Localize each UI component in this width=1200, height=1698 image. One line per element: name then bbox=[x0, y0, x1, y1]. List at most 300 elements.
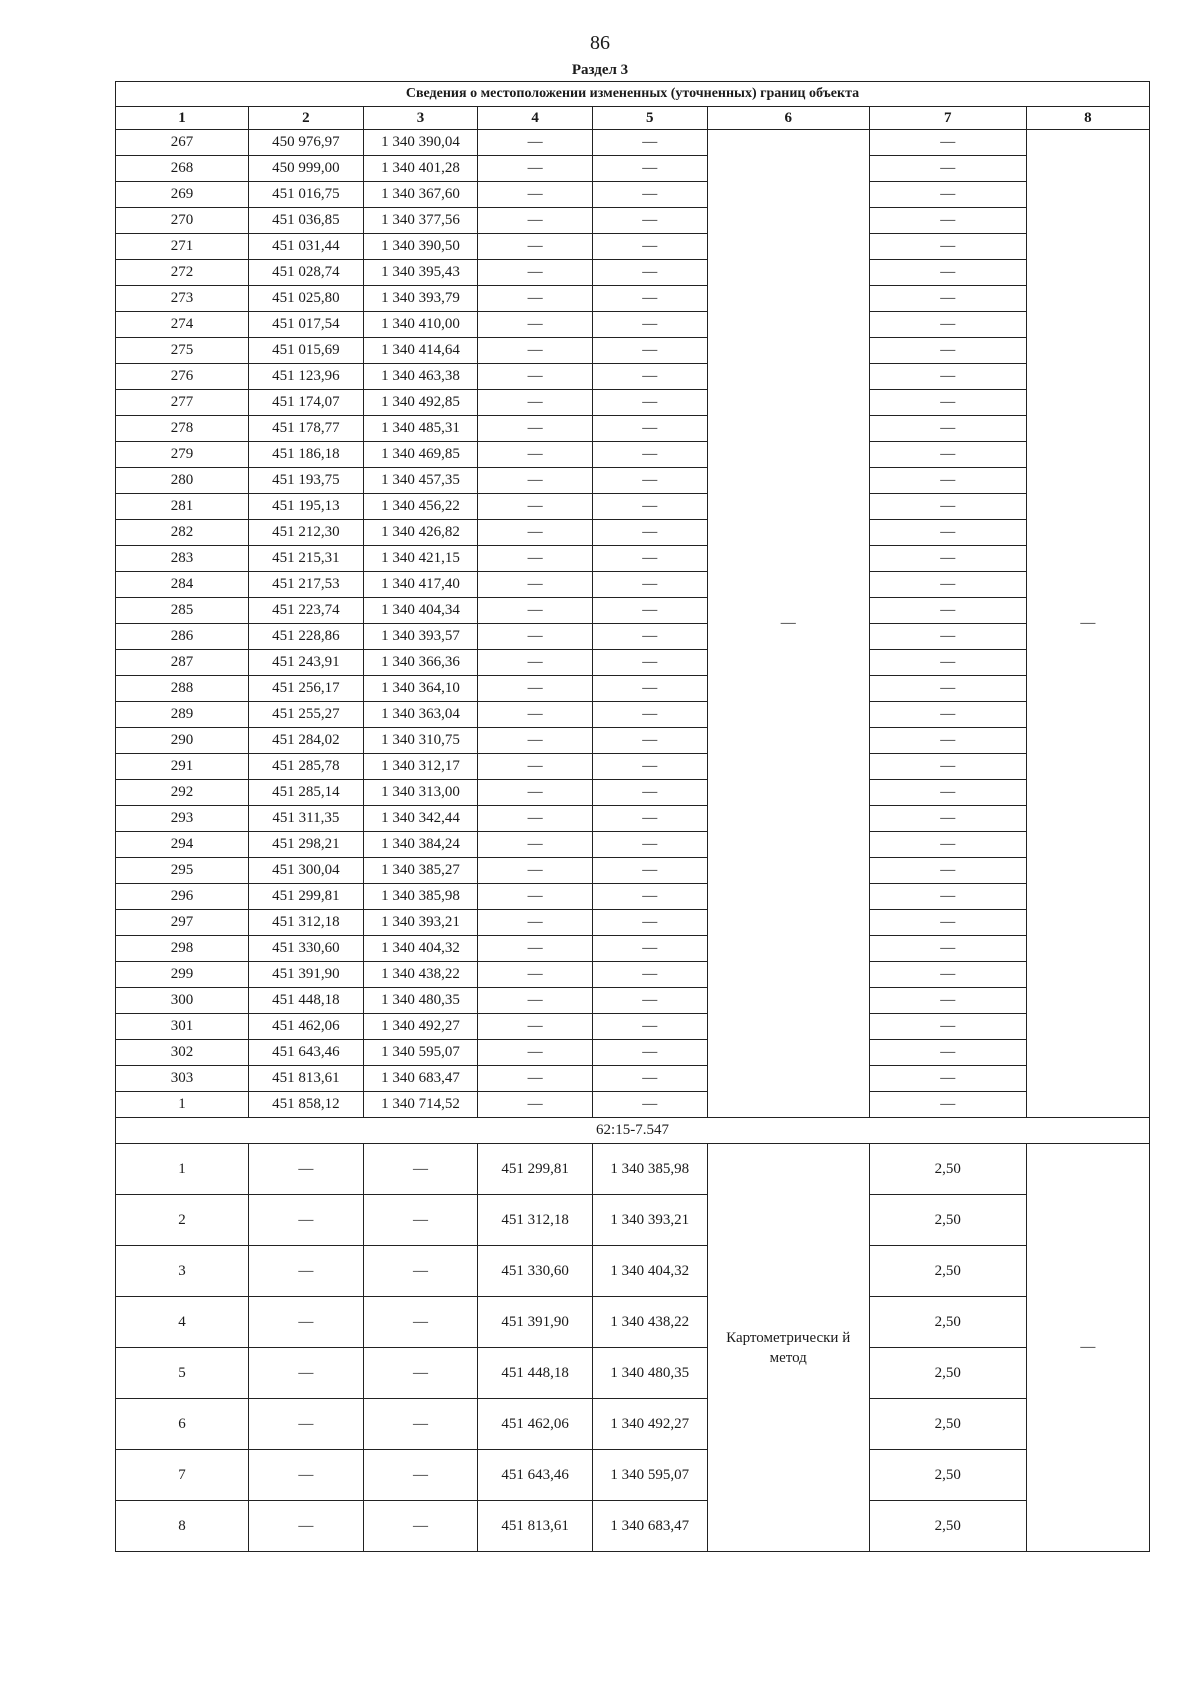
point-number: 297 bbox=[116, 910, 249, 936]
coord-y-new: — bbox=[592, 702, 707, 728]
coord-x-new: — bbox=[478, 1014, 593, 1040]
accuracy-value: — bbox=[869, 468, 1026, 494]
coord-y-new: — bbox=[592, 130, 707, 156]
coord-x-new: — bbox=[478, 832, 593, 858]
coord-y-old: — bbox=[363, 1246, 478, 1297]
coord-x-new: 451 643,46 bbox=[478, 1450, 593, 1501]
coord-y-old: 1 340 421,15 bbox=[363, 546, 478, 572]
coord-y-new: — bbox=[592, 520, 707, 546]
coord-y-old: 1 340 683,47 bbox=[363, 1066, 478, 1092]
coord-y-old: 1 340 492,27 bbox=[363, 1014, 478, 1040]
accuracy-value: — bbox=[869, 1066, 1026, 1092]
table-row bbox=[116, 260, 1150, 286]
accuracy-value: — bbox=[869, 858, 1026, 884]
coord-x-old: 451 448,18 bbox=[249, 988, 364, 1014]
table-row bbox=[116, 806, 1150, 832]
coord-x-new: — bbox=[478, 494, 593, 520]
coord-y-old: 1 340 404,32 bbox=[363, 936, 478, 962]
table-row bbox=[116, 234, 1150, 260]
table-row bbox=[116, 416, 1150, 442]
coord-x-new: — bbox=[478, 1066, 593, 1092]
coord-x-new: — bbox=[478, 182, 593, 208]
coord-x-old: — bbox=[249, 1501, 364, 1552]
coord-x-old: — bbox=[249, 1297, 364, 1348]
table-row bbox=[116, 1195, 1150, 1246]
accuracy-value: — bbox=[869, 390, 1026, 416]
coord-y-new: — bbox=[592, 364, 707, 390]
column-number: 4 bbox=[478, 107, 593, 130]
coord-y-new: — bbox=[592, 598, 707, 624]
coord-y-old: — bbox=[363, 1399, 478, 1450]
accuracy-value: — bbox=[869, 286, 1026, 312]
column-number: 6 bbox=[707, 107, 869, 130]
point-number: 284 bbox=[116, 572, 249, 598]
table-row bbox=[116, 1348, 1150, 1399]
column-number: 1 bbox=[116, 107, 249, 130]
coord-y-new: — bbox=[592, 546, 707, 572]
coord-x-new: 451 462,06 bbox=[478, 1399, 593, 1450]
coord-x-old: 451 243,91 bbox=[249, 650, 364, 676]
coord-y-old: 1 340 366,36 bbox=[363, 650, 478, 676]
accuracy-value: 2,50 bbox=[869, 1399, 1026, 1450]
point-number: 272 bbox=[116, 260, 249, 286]
coord-x-new: — bbox=[478, 624, 593, 650]
coord-y-old: 1 340 426,82 bbox=[363, 520, 478, 546]
coord-y-new: — bbox=[592, 780, 707, 806]
coord-x-new: 451 299,81 bbox=[478, 1144, 593, 1195]
table-row bbox=[116, 832, 1150, 858]
table-row bbox=[116, 910, 1150, 936]
coord-x-new: 451 813,61 bbox=[478, 1501, 593, 1552]
coord-y-new: — bbox=[592, 390, 707, 416]
point-number: 277 bbox=[116, 390, 249, 416]
accuracy-value: — bbox=[869, 416, 1026, 442]
coord-y-old: 1 340 393,21 bbox=[363, 910, 478, 936]
coord-y-old: 1 340 492,85 bbox=[363, 390, 478, 416]
coord-y-old: 1 340 395,43 bbox=[363, 260, 478, 286]
accuracy-value: — bbox=[869, 520, 1026, 546]
coord-x-old: 451 036,85 bbox=[249, 208, 364, 234]
accuracy-value: — bbox=[869, 546, 1026, 572]
coord-y-old: 1 340 363,04 bbox=[363, 702, 478, 728]
coord-x-new: — bbox=[478, 338, 593, 364]
coord-y-old: 1 340 364,10 bbox=[363, 676, 478, 702]
coord-y-new: — bbox=[592, 910, 707, 936]
coord-x-old: 451 462,06 bbox=[249, 1014, 364, 1040]
accuracy-value: — bbox=[869, 364, 1026, 390]
coord-x-old: 451 311,35 bbox=[249, 806, 364, 832]
coord-y-new: — bbox=[592, 1014, 707, 1040]
coord-y-old: 1 340 385,98 bbox=[363, 884, 478, 910]
coord-x-new: — bbox=[478, 312, 593, 338]
coord-x-new: — bbox=[478, 130, 593, 156]
coord-x-new: — bbox=[478, 650, 593, 676]
accuracy-value: — bbox=[869, 182, 1026, 208]
table-row bbox=[116, 858, 1150, 884]
coord-y-new: — bbox=[592, 728, 707, 754]
coord-y-old: 1 340 438,22 bbox=[363, 962, 478, 988]
coord-y-new: — bbox=[592, 338, 707, 364]
point-number: 293 bbox=[116, 806, 249, 832]
coord-x-old: — bbox=[249, 1348, 364, 1399]
coord-x-old: 451 858,12 bbox=[249, 1092, 364, 1118]
accuracy-value: — bbox=[869, 1014, 1026, 1040]
accuracy-value: — bbox=[869, 754, 1026, 780]
boundary-description-cell: — bbox=[1026, 1144, 1149, 1552]
table-caption-row bbox=[116, 82, 1150, 107]
table-row bbox=[116, 936, 1150, 962]
table-row bbox=[116, 546, 1150, 572]
coord-x-new: — bbox=[478, 676, 593, 702]
coord-y-new: — bbox=[592, 936, 707, 962]
table-caption: Сведения о местоположении измененных (уточненных) границ объекта bbox=[116, 82, 1150, 107]
table-row bbox=[116, 442, 1150, 468]
accuracy-value: — bbox=[869, 780, 1026, 806]
coord-x-new: — bbox=[478, 910, 593, 936]
point-number: 275 bbox=[116, 338, 249, 364]
coord-y-new: — bbox=[592, 286, 707, 312]
accuracy-value: — bbox=[869, 806, 1026, 832]
accuracy-value: — bbox=[869, 572, 1026, 598]
point-number: 294 bbox=[116, 832, 249, 858]
object-id-row bbox=[116, 1118, 1150, 1144]
coord-y-old: 1 340 385,27 bbox=[363, 858, 478, 884]
coord-x-new: — bbox=[478, 728, 593, 754]
table-row bbox=[116, 1040, 1150, 1066]
coord-y-old: 1 340 595,07 bbox=[363, 1040, 478, 1066]
table-row bbox=[116, 1501, 1150, 1552]
coord-x-old: 451 217,53 bbox=[249, 572, 364, 598]
accuracy-value: — bbox=[869, 338, 1026, 364]
coord-y-new: 1 340 480,35 bbox=[592, 1348, 707, 1399]
point-number: 292 bbox=[116, 780, 249, 806]
point-number: 270 bbox=[116, 208, 249, 234]
point-number: 276 bbox=[116, 364, 249, 390]
point-number: 2 bbox=[116, 1195, 249, 1246]
coord-x-old: 451 300,04 bbox=[249, 858, 364, 884]
coord-y-old: 1 340 417,40 bbox=[363, 572, 478, 598]
table-row bbox=[116, 1297, 1150, 1348]
table-row bbox=[116, 598, 1150, 624]
table-row bbox=[116, 208, 1150, 234]
table-row bbox=[116, 286, 1150, 312]
point-rows-part2 bbox=[116, 1144, 1150, 1552]
coord-y-old: 1 340 393,79 bbox=[363, 286, 478, 312]
coord-x-old: 451 285,14 bbox=[249, 780, 364, 806]
coord-x-new: — bbox=[478, 988, 593, 1014]
accuracy-value: — bbox=[869, 884, 1026, 910]
table-row bbox=[116, 650, 1150, 676]
coord-x-old: 451 178,77 bbox=[249, 416, 364, 442]
accuracy-value: — bbox=[869, 702, 1026, 728]
accuracy-value: 2,50 bbox=[869, 1246, 1026, 1297]
coord-y-old: — bbox=[363, 1450, 478, 1501]
table-row bbox=[116, 130, 1150, 156]
accuracy-value: — bbox=[869, 312, 1026, 338]
point-number: 273 bbox=[116, 286, 249, 312]
point-number: 1 bbox=[116, 1092, 249, 1118]
coord-y-old: 1 340 390,50 bbox=[363, 234, 478, 260]
coord-x-new: — bbox=[478, 884, 593, 910]
coord-y-new: 1 340 683,47 bbox=[592, 1501, 707, 1552]
point-number: 4 bbox=[116, 1297, 249, 1348]
table-row bbox=[116, 312, 1150, 338]
coord-y-new: — bbox=[592, 156, 707, 182]
coord-x-new: — bbox=[478, 468, 593, 494]
coord-y-new: — bbox=[592, 806, 707, 832]
point-number: 302 bbox=[116, 1040, 249, 1066]
coord-y-old: — bbox=[363, 1297, 478, 1348]
coord-y-new: — bbox=[592, 962, 707, 988]
point-number: 287 bbox=[116, 650, 249, 676]
coord-x-new: — bbox=[478, 416, 593, 442]
coord-y-old: 1 340 414,64 bbox=[363, 338, 478, 364]
point-number: 3 bbox=[116, 1246, 249, 1297]
coord-y-old: — bbox=[363, 1501, 478, 1552]
coord-y-old: 1 340 367,60 bbox=[363, 182, 478, 208]
coord-x-new: — bbox=[478, 156, 593, 182]
accuracy-value: — bbox=[869, 1040, 1026, 1066]
coord-y-old: 1 340 377,56 bbox=[363, 208, 478, 234]
point-number: 289 bbox=[116, 702, 249, 728]
point-number: 299 bbox=[116, 962, 249, 988]
coord-y-old: 1 340 456,22 bbox=[363, 494, 478, 520]
accuracy-value: — bbox=[869, 442, 1026, 468]
coord-x-old: 451 212,30 bbox=[249, 520, 364, 546]
table-row bbox=[116, 520, 1150, 546]
coord-y-old: 1 340 480,35 bbox=[363, 988, 478, 1014]
accuracy-value: 2,50 bbox=[869, 1195, 1026, 1246]
coord-y-old: 1 340 310,75 bbox=[363, 728, 478, 754]
accuracy-value: 2,50 bbox=[869, 1450, 1026, 1501]
point-rows-part1 bbox=[116, 130, 1150, 1118]
coord-x-old: 451 256,17 bbox=[249, 676, 364, 702]
coord-x-old: 451 813,61 bbox=[249, 1066, 364, 1092]
point-number: 303 bbox=[116, 1066, 249, 1092]
table-row bbox=[116, 1399, 1150, 1450]
coord-x-old: 451 016,75 bbox=[249, 182, 364, 208]
coord-y-old: 1 340 342,44 bbox=[363, 806, 478, 832]
point-number: 279 bbox=[116, 442, 249, 468]
coord-y-new: — bbox=[592, 260, 707, 286]
coord-x-new: — bbox=[478, 780, 593, 806]
point-number: 280 bbox=[116, 468, 249, 494]
coord-x-new: — bbox=[478, 754, 593, 780]
coord-x-old: 451 284,02 bbox=[249, 728, 364, 754]
coord-x-new: — bbox=[478, 936, 593, 962]
section-title: Раздел 3 bbox=[571, 62, 629, 78]
table-row bbox=[116, 390, 1150, 416]
coord-y-new: — bbox=[592, 1092, 707, 1118]
accuracy-value: 2,50 bbox=[869, 1144, 1026, 1195]
accuracy-value: — bbox=[869, 156, 1026, 182]
coord-x-new: — bbox=[478, 702, 593, 728]
coord-x-new: 451 312,18 bbox=[478, 1195, 593, 1246]
coord-x-old: 451 255,27 bbox=[249, 702, 364, 728]
object-id: 62:15-7.547 bbox=[116, 1118, 1150, 1144]
coord-x-new: — bbox=[478, 364, 593, 390]
coord-x-new: — bbox=[478, 962, 593, 988]
coord-x-old: — bbox=[249, 1144, 364, 1195]
coord-x-new: — bbox=[478, 858, 593, 884]
determination-method-cell: — bbox=[707, 130, 869, 1118]
table-row bbox=[116, 156, 1150, 182]
table-row bbox=[116, 988, 1150, 1014]
coord-y-new: — bbox=[592, 832, 707, 858]
determination-method-cell: Картометрически й метод bbox=[707, 1144, 869, 1552]
point-number: 285 bbox=[116, 598, 249, 624]
table-row bbox=[116, 494, 1150, 520]
table-row bbox=[116, 1450, 1150, 1501]
accuracy-value: — bbox=[869, 260, 1026, 286]
coord-y-old: — bbox=[363, 1144, 478, 1195]
table-row bbox=[116, 780, 1150, 806]
coord-y-new: — bbox=[592, 416, 707, 442]
coord-y-new: — bbox=[592, 650, 707, 676]
coord-y-new: — bbox=[592, 1040, 707, 1066]
accuracy-value: — bbox=[869, 988, 1026, 1014]
coord-x-old: 451 193,75 bbox=[249, 468, 364, 494]
coord-y-new: — bbox=[592, 468, 707, 494]
accuracy-value: — bbox=[869, 676, 1026, 702]
coord-y-new: 1 340 492,27 bbox=[592, 1399, 707, 1450]
coord-y-old: 1 340 393,57 bbox=[363, 624, 478, 650]
column-number: 5 bbox=[592, 107, 707, 130]
table-row bbox=[116, 754, 1150, 780]
table-row bbox=[116, 364, 1150, 390]
accuracy-value: — bbox=[869, 936, 1026, 962]
accuracy-value: — bbox=[869, 1092, 1026, 1118]
table-row bbox=[116, 962, 1150, 988]
coord-x-new: — bbox=[478, 234, 593, 260]
table-row bbox=[116, 676, 1150, 702]
boundary-coordinates-table bbox=[115, 81, 1150, 1552]
coord-y-new: — bbox=[592, 442, 707, 468]
coord-x-old: 451 312,18 bbox=[249, 910, 364, 936]
accuracy-value: 2,50 bbox=[869, 1297, 1026, 1348]
coord-x-new: 451 448,18 bbox=[478, 1348, 593, 1399]
coord-x-old: 450 999,00 bbox=[249, 156, 364, 182]
coord-y-old: 1 340 401,28 bbox=[363, 156, 478, 182]
coord-y-new: — bbox=[592, 1066, 707, 1092]
point-number: 300 bbox=[116, 988, 249, 1014]
coord-y-new: — bbox=[592, 208, 707, 234]
accuracy-value: — bbox=[869, 910, 1026, 936]
coord-y-old: 1 340 469,85 bbox=[363, 442, 478, 468]
accuracy-value: — bbox=[869, 234, 1026, 260]
coord-y-old: 1 340 457,35 bbox=[363, 468, 478, 494]
coord-y-old: 1 340 390,04 bbox=[363, 130, 478, 156]
page-number: 86 bbox=[590, 32, 610, 54]
coord-x-old: 451 299,81 bbox=[249, 884, 364, 910]
coord-y-old: 1 340 404,34 bbox=[363, 598, 478, 624]
coord-x-old: 451 123,96 bbox=[249, 364, 364, 390]
column-number: 3 bbox=[363, 107, 478, 130]
point-number: 7 bbox=[116, 1450, 249, 1501]
coord-y-old: 1 340 410,00 bbox=[363, 312, 478, 338]
accuracy-value: — bbox=[869, 494, 1026, 520]
coord-y-old: 1 340 714,52 bbox=[363, 1092, 478, 1118]
coord-x-old: 451 186,18 bbox=[249, 442, 364, 468]
coord-y-new: 1 340 438,22 bbox=[592, 1297, 707, 1348]
coord-x-old: — bbox=[249, 1399, 364, 1450]
coord-y-new: — bbox=[592, 676, 707, 702]
column-number: 7 bbox=[869, 107, 1026, 130]
coord-x-old: 450 976,97 bbox=[249, 130, 364, 156]
table-row bbox=[116, 338, 1150, 364]
table-row bbox=[116, 1092, 1150, 1118]
coord-x-old: — bbox=[249, 1450, 364, 1501]
table-row bbox=[116, 1246, 1150, 1297]
table-row bbox=[116, 624, 1150, 650]
point-number: 271 bbox=[116, 234, 249, 260]
coord-x-new: — bbox=[478, 390, 593, 416]
point-number: 278 bbox=[116, 416, 249, 442]
coord-x-old: 451 223,74 bbox=[249, 598, 364, 624]
coord-x-new: — bbox=[478, 806, 593, 832]
coord-x-new: — bbox=[478, 572, 593, 598]
coord-x-old: 451 330,60 bbox=[249, 936, 364, 962]
coord-x-new: — bbox=[478, 208, 593, 234]
coord-x-old: — bbox=[249, 1195, 364, 1246]
coord-x-new: — bbox=[478, 520, 593, 546]
table-row bbox=[116, 1144, 1150, 1195]
point-number: 274 bbox=[116, 312, 249, 338]
table-row bbox=[116, 884, 1150, 910]
accuracy-value: — bbox=[869, 650, 1026, 676]
coord-y-new: 1 340 404,32 bbox=[592, 1246, 707, 1297]
coord-y-old: — bbox=[363, 1348, 478, 1399]
point-number: 6 bbox=[116, 1399, 249, 1450]
table-row bbox=[116, 182, 1150, 208]
point-number: 282 bbox=[116, 520, 249, 546]
coord-y-old: 1 340 384,24 bbox=[363, 832, 478, 858]
point-number: 268 bbox=[116, 156, 249, 182]
coord-y-new: — bbox=[592, 234, 707, 260]
coord-y-old: 1 340 312,17 bbox=[363, 754, 478, 780]
table-row bbox=[116, 572, 1150, 598]
coord-x-old: 451 031,44 bbox=[249, 234, 364, 260]
point-number: 296 bbox=[116, 884, 249, 910]
accuracy-value: — bbox=[869, 962, 1026, 988]
accuracy-value: — bbox=[869, 624, 1026, 650]
table-row bbox=[116, 728, 1150, 754]
point-number: 8 bbox=[116, 1501, 249, 1552]
coord-x-new: 451 391,90 bbox=[478, 1297, 593, 1348]
accuracy-value: — bbox=[869, 130, 1026, 156]
coord-y-new: 1 340 385,98 bbox=[592, 1144, 707, 1195]
coord-y-new: — bbox=[592, 572, 707, 598]
boundary-description-cell: — bbox=[1026, 130, 1149, 1118]
point-number: 290 bbox=[116, 728, 249, 754]
coord-y-old: — bbox=[363, 1195, 478, 1246]
coord-y-new: — bbox=[592, 754, 707, 780]
coord-x-old: 451 215,31 bbox=[249, 546, 364, 572]
accuracy-value: — bbox=[869, 832, 1026, 858]
table-row bbox=[116, 1066, 1150, 1092]
coord-x-new: — bbox=[478, 260, 593, 286]
coord-x-old: — bbox=[249, 1246, 364, 1297]
coord-x-new: — bbox=[478, 442, 593, 468]
column-number-row bbox=[116, 107, 1150, 130]
point-number: 269 bbox=[116, 182, 249, 208]
coord-x-old: 451 015,69 bbox=[249, 338, 364, 364]
table-row bbox=[116, 702, 1150, 728]
coord-y-new: — bbox=[592, 182, 707, 208]
point-number: 267 bbox=[116, 130, 249, 156]
coord-x-old: 451 285,78 bbox=[249, 754, 364, 780]
accuracy-value: 2,50 bbox=[869, 1501, 1026, 1552]
